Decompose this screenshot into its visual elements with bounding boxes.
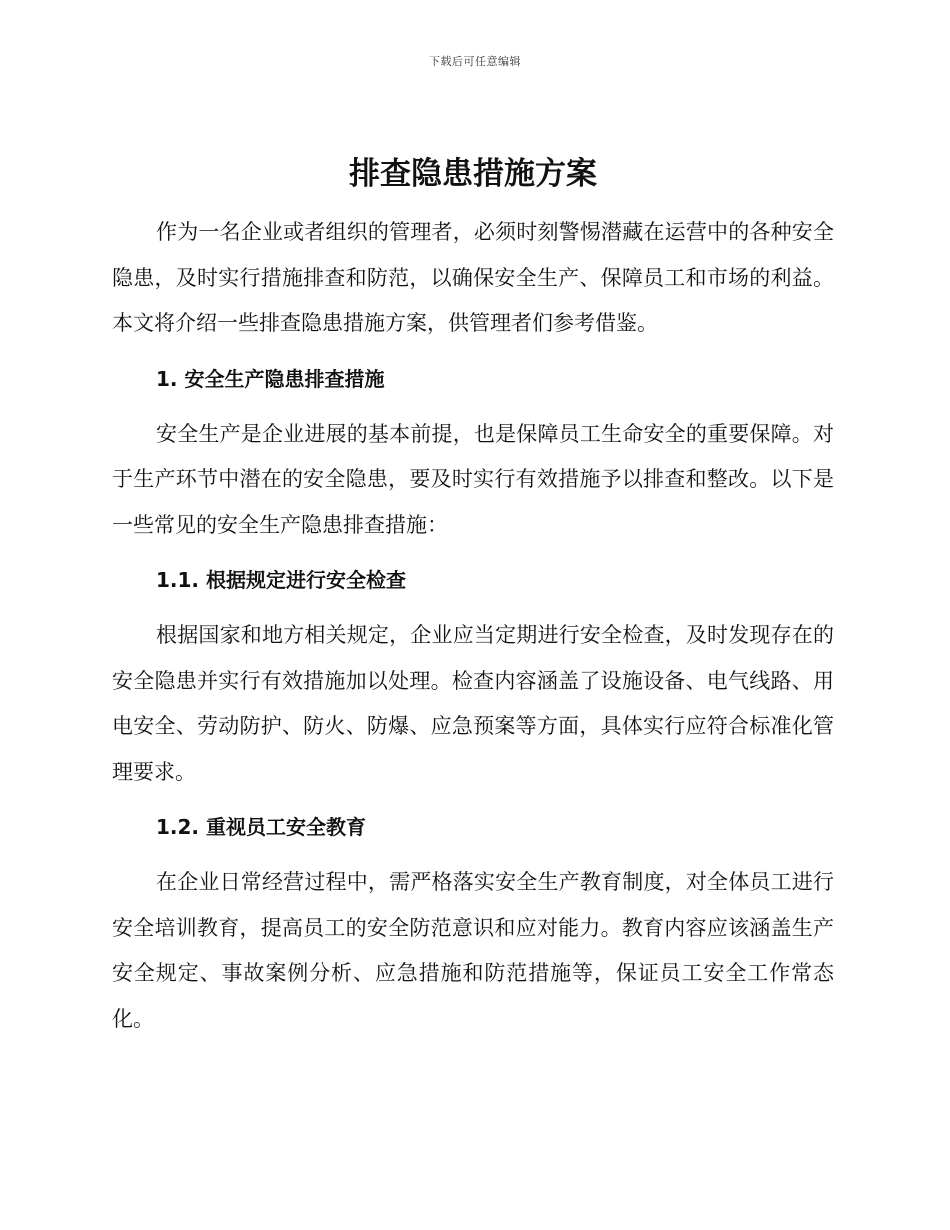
intro-paragraph: 作为一名企业或者组织的管理者，必须时刻警惕潜藏在运营中的各种安全隐患，及时实行措施排查和防范，以确保安全生产、保障员工和市场的利益。本文将介绍一些排查隐患措施方案，供管理者们参考借鉴。 xyxy=(112,220,834,335)
document-title: 排查隐患措施方案 xyxy=(349,156,597,192)
document-body xyxy=(112,148,834,1042)
section-heading-1-2: 1.2. 重视员工安全教育 xyxy=(156,815,366,839)
section-paragraph-1-2: 在企业日常经营过程中，需严格落实安全生产教育制度，对全体员工进行安全培训教育，提高员工的安全防范意识和应对能力。教育内容应该涵盖生产安全规定、事故案例分析、应急措施和防范措施等，保证员工安全工作常态化。 xyxy=(112,870,834,1031)
section-paragraph-1: 安全生产是企业进展的基本前提，也是保障员工生命安全的重要保障。对于生产环节中潜在的安全隐患，要及时实行有效措施予以排查和整改。以下是一些常见的安全生产隐患排查措施： xyxy=(112,421,834,537)
section-heading-1: 1. 安全生产隐患排查措施 xyxy=(156,366,385,391)
section-paragraph-1-1: 根据国家和地方相关规定，企业应当定期进行安全检查，及时发现存在的安全隐患并实行有效措施加以处理。检查内容涵盖了设施设备、电气线路、用电安全、劳动防护、防火、防爆、应急预案等方面，具体实行应符合标准化管理要求。 xyxy=(112,623,834,784)
section-heading-1-1: 1.1. 根据规定进行安全检查 xyxy=(156,568,406,592)
header-note: 下载后可任意编辑 xyxy=(429,55,521,68)
